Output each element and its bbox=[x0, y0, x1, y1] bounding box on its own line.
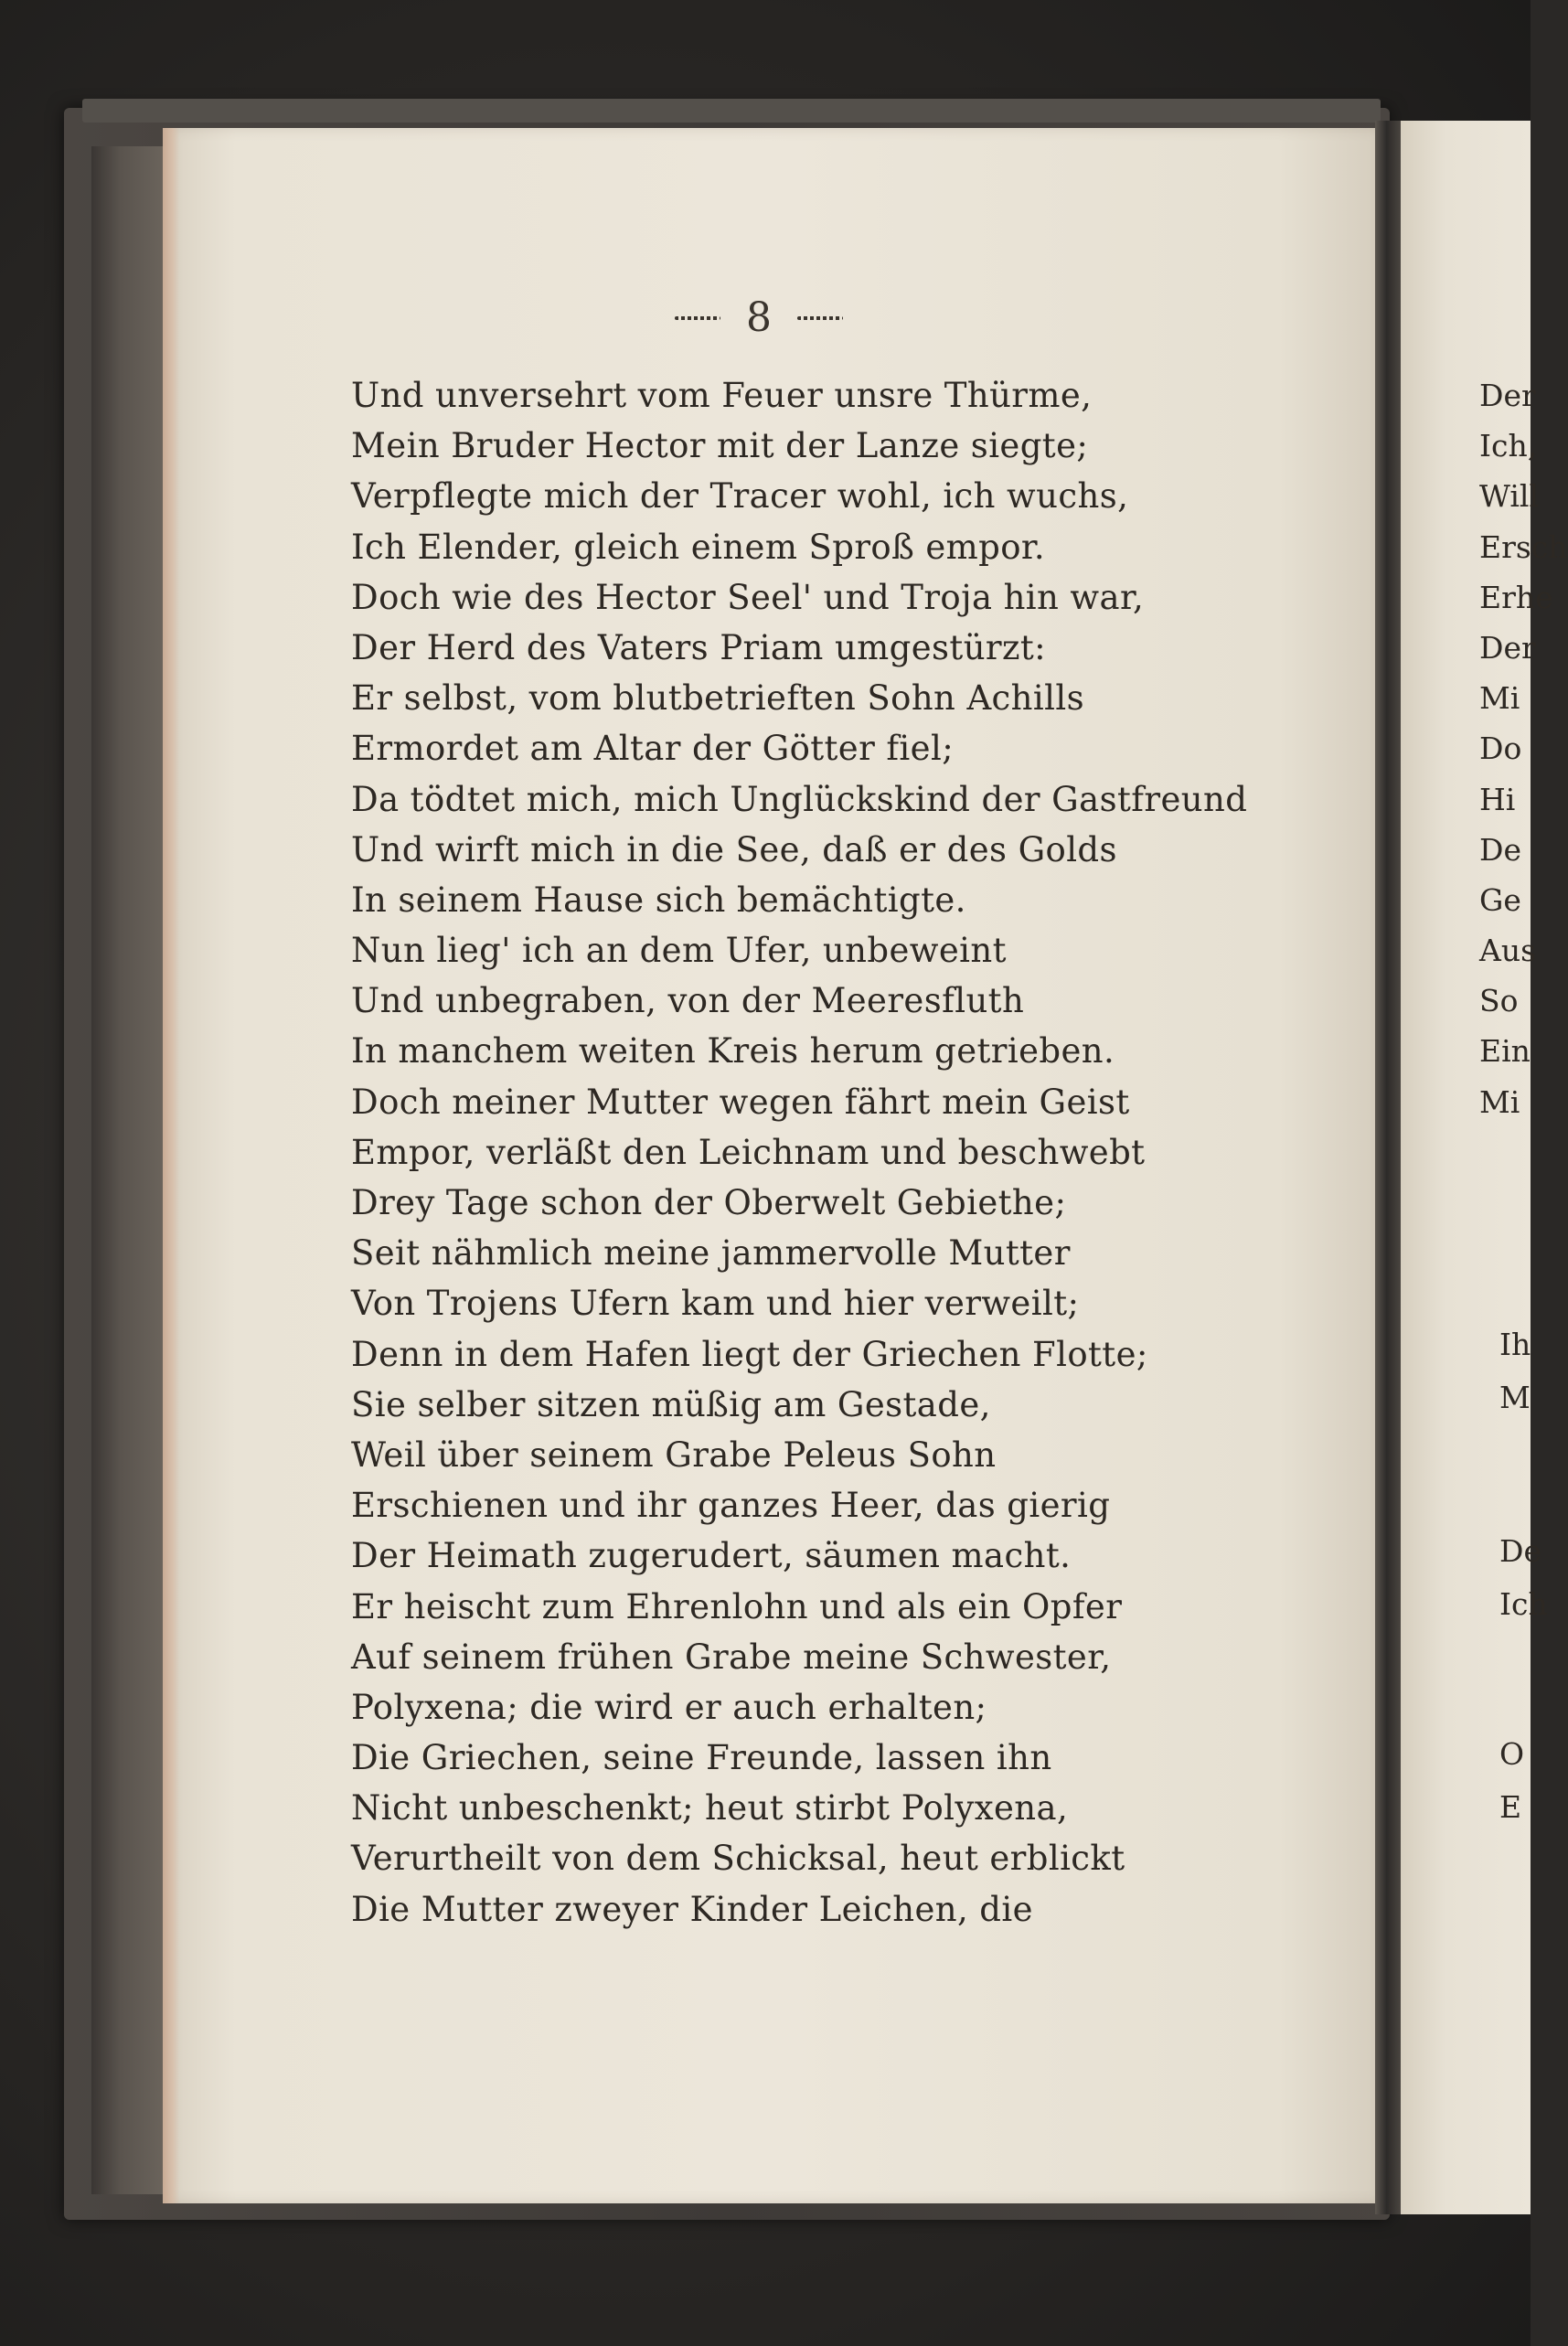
facing-line: Erhe bbox=[1479, 579, 1553, 615]
verse-line: Und wirft mich in die See, daß er des Golds bbox=[351, 829, 1117, 869]
facing-page-text-3 bbox=[1499, 1525, 1548, 1631]
left-page-edge bbox=[163, 128, 179, 2203]
verse-line: Und unversehrt vom Feuer unsre Thürme, bbox=[351, 376, 1093, 415]
facing-line: Aus bbox=[1479, 933, 1537, 969]
facing-page-text-4 bbox=[1499, 1728, 1536, 1834]
page-stack-edge bbox=[91, 146, 165, 2194]
facing-line: Ersch bbox=[1479, 528, 1568, 565]
verse-line: In seinem Hause sich bemächtigte. bbox=[351, 880, 966, 920]
verse-line: Verurtheilt von dem Schicksal, heut erblickt bbox=[351, 1839, 1125, 1879]
verse-line: Weil über seinem Grabe Peleus Sohn bbox=[351, 1434, 997, 1475]
facing-line: Der bbox=[1479, 629, 1536, 666]
verse-line: Die Mutter zweyer Kinder Leichen, die bbox=[351, 1889, 1033, 1929]
verse-line: Empor, verläßt den Leichnam und beschwebt bbox=[351, 1132, 1146, 1172]
verse-line: Und unbegraben, von der Meeresfluth bbox=[351, 981, 1025, 1021]
verse-line: Von Trojens Ufern kam und hier verweilt; bbox=[351, 1284, 1080, 1324]
left-ornament-icon bbox=[675, 314, 720, 323]
verse-line: Erschienen und ihr ganzes Heer, das gierig bbox=[351, 1486, 1111, 1526]
facing-line: Ich, bbox=[1479, 428, 1538, 464]
facing-line: Will bbox=[1479, 478, 1540, 515]
facing-line: Ge bbox=[1479, 881, 1521, 918]
verse-line: Sie selber sitzen müßig am Gestade, bbox=[351, 1384, 991, 1424]
facing-line: De bbox=[1479, 831, 1521, 868]
page-number: 8 bbox=[746, 294, 772, 341]
verse-line: Mein Bruder Hector mit der Lanze siegte; bbox=[351, 426, 1089, 466]
facing-line: Ein bbox=[1479, 1033, 1531, 1070]
verse-line: Drey Tage schon der Oberwelt Gebiethe; bbox=[351, 1183, 1067, 1222]
facing-line: De bbox=[1499, 1533, 1541, 1569]
verse-line: Seit nähmlich meine jammervolle Mutter bbox=[351, 1233, 1071, 1274]
facing-line: Ih bbox=[1499, 1327, 1531, 1362]
verse-line: Nicht unbeschenkt; heut stirbt Polyxena, bbox=[351, 1788, 1069, 1829]
verse-line: In manchem weiten Kreis herum getrieben. bbox=[351, 1031, 1115, 1072]
verse-line: Verpflegte mich der Tracer wohl, ich wuchs, bbox=[351, 476, 1129, 517]
verse-line: Ich Elender, gleich einem Sproß empor. bbox=[351, 527, 1046, 567]
cover-top-edge bbox=[82, 99, 1381, 123]
verse-line: Er heischt zum Ehrenlohn und als ein Opfer bbox=[351, 1586, 1123, 1626]
facing-line: E bbox=[1499, 1789, 1522, 1825]
facing-line: Der bbox=[1479, 378, 1536, 413]
verse-line: Nun lieg' ich an dem Ufer, unbeweint bbox=[351, 931, 1007, 971]
verse-text bbox=[351, 370, 1265, 1935]
facing-line: O bbox=[1499, 1736, 1525, 1772]
verse-line: Polyxena; die wird er auch erhalten; bbox=[351, 1687, 987, 1727]
verse-line: Der Heimath zugerudert, säumen macht. bbox=[351, 1536, 1072, 1576]
verse-line: Die Griechen, seine Freunde, lassen ihn bbox=[351, 1738, 1052, 1778]
facing-line: Hi bbox=[1479, 781, 1516, 817]
verse-line: Doch wie des Hector Seel' und Troja hin war, bbox=[351, 577, 1145, 617]
facing-page-text-1 bbox=[1479, 370, 1568, 1127]
facing-line: M bbox=[1499, 1380, 1531, 1415]
facing-page-text-2 bbox=[1499, 1318, 1536, 1424]
verse-line: Ermordet am Altar der Götter fiel; bbox=[351, 729, 955, 769]
verse-line: Da tödtet mich, mich Unglückskind der Gastfreund bbox=[351, 779, 1248, 819]
facing-line: Do bbox=[1479, 730, 1522, 767]
verse-line: Der Herd des Vaters Priam umgestürzt: bbox=[351, 627, 1047, 667]
verse-line: Er selbst, vom blutbetrieften Sohn Achills bbox=[351, 678, 1085, 719]
page-header bbox=[640, 291, 878, 346]
facing-line: So bbox=[1479, 983, 1519, 1019]
facing-line: Mi bbox=[1479, 1083, 1520, 1120]
right-ornament-icon bbox=[797, 314, 843, 323]
book-gutter bbox=[1375, 121, 1401, 2214]
verse-line: Denn in dem Hafen liegt der Griechen Flotte; bbox=[351, 1334, 1148, 1374]
verse-line: Auf seinem frühen Grabe meine Schwester, bbox=[351, 1637, 1112, 1677]
verse-line: Doch meiner Mutter wegen fährt mein Geist bbox=[351, 1082, 1130, 1122]
facing-line: Mi bbox=[1479, 680, 1520, 717]
facing-line: Ich bbox=[1499, 1586, 1548, 1622]
